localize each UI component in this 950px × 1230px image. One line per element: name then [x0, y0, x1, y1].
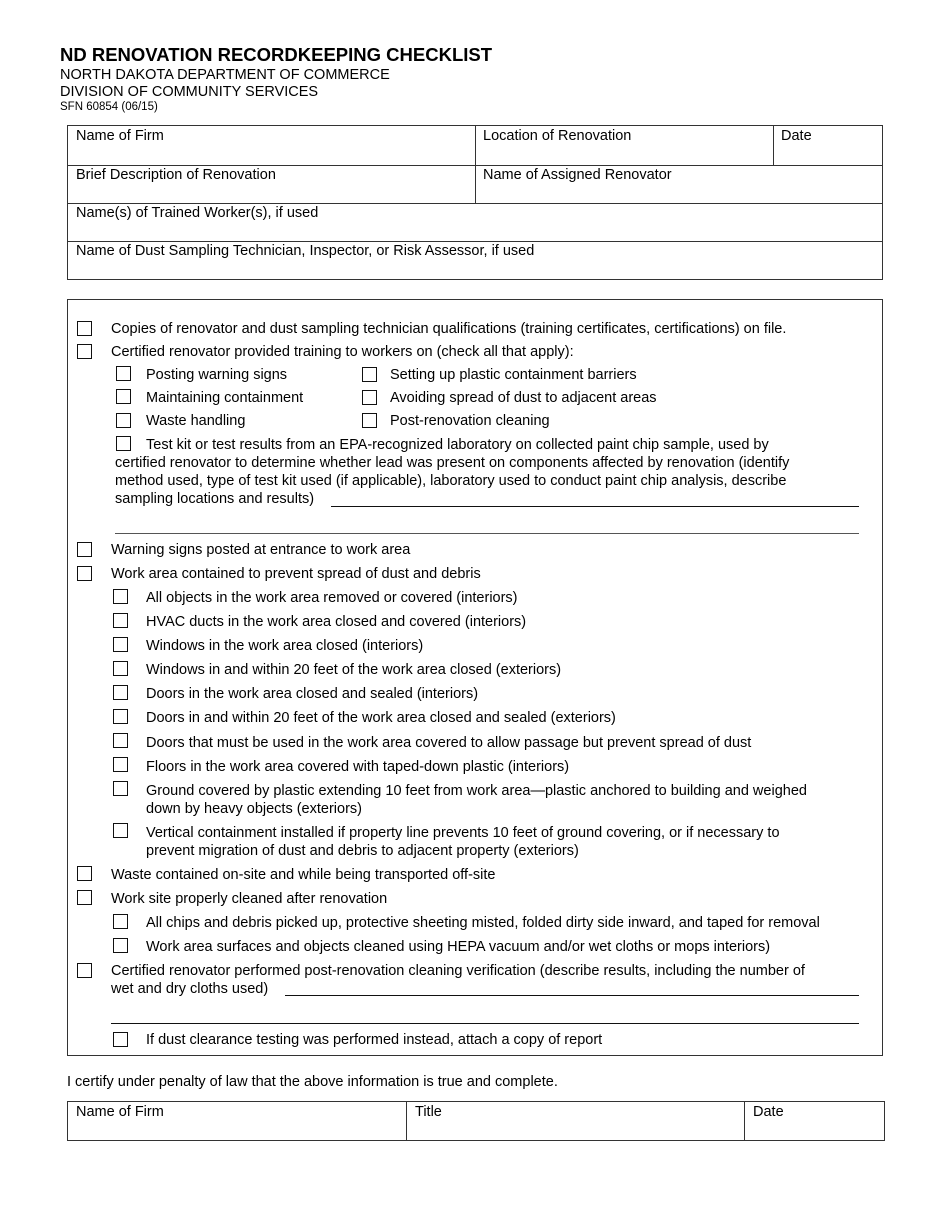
training-checkbox[interactable]	[77, 344, 92, 359]
cleaning-verification-label-line-2: wet and dry cloths used)	[111, 981, 269, 997]
windows-20ft-checkbox[interactable]	[113, 661, 128, 676]
dust-clearance-checkbox[interactable]	[113, 1032, 128, 1047]
dust-clearance-label: If dust clearance testing was performed instead, attach a copy of report	[146, 1032, 603, 1048]
ground-covered-checkbox[interactable]	[113, 781, 128, 796]
doors-sealed-checkbox[interactable]	[113, 685, 128, 700]
training-label: Certified renovator provided training to workers on (check all that apply):	[111, 344, 574, 360]
post-cleaning-checkbox[interactable]	[362, 413, 377, 428]
waste-handling-checkbox[interactable]	[116, 413, 131, 428]
test-kit-label-line-3: method used, type of test kit used (if applicable), laboratory used to conduct paint chip analysis, describe	[115, 473, 787, 489]
test-kit-answer-line-2[interactable]	[115, 533, 859, 534]
post-cleaning-label: Post-renovation cleaning	[390, 413, 550, 429]
waste-handling-label: Waste handling	[146, 413, 246, 429]
hvac-checkbox[interactable]	[113, 613, 128, 628]
floors-checkbox[interactable]	[113, 757, 128, 772]
vertical-containment-checkbox[interactable]	[113, 823, 128, 838]
verification-answer-line-2[interactable]	[111, 1023, 859, 1024]
name-of-firm-field[interactable]: Name of Firm	[76, 128, 164, 144]
doors-passage-label: Doors that must be used in the work area covered to allow passage but prevent spread of dust	[146, 735, 752, 751]
chips-picked-label: All chips and debris picked up, protective sheeting misted, folded dirty side inward, and taped for removal	[146, 915, 820, 931]
work-area-contained-checkbox[interactable]	[77, 566, 92, 581]
vertical-containment-label-line-1: Vertical containment installed if property line prevents 10 feet of ground covering, or if necessary to	[146, 825, 780, 841]
maintaining-containment-label: Maintaining containment	[146, 390, 304, 406]
division-name: DIVISION OF COMMUNITY SERVICES	[60, 84, 319, 100]
warning-signs-checkbox[interactable]	[77, 542, 92, 557]
cert-title-field[interactable]: Title	[415, 1104, 442, 1120]
verification-answer-line[interactable]	[285, 995, 859, 996]
objects-removed-label: All objects in the work area removed or covered (interiors)	[146, 590, 518, 606]
date-field[interactable]: Date	[781, 128, 812, 144]
test-kit-label-line-4: sampling locations and results)	[115, 491, 315, 507]
test-kit-answer-line[interactable]	[331, 506, 859, 507]
test-kit-checkbox[interactable]	[116, 436, 131, 451]
test-kit-label-line-1: Test kit or test results from an EPA-recognized laboratory on collected paint chip sample, used by	[146, 437, 769, 453]
warning-signs-label: Warning signs posted at entrance to work area	[111, 542, 411, 558]
hvac-label: HVAC ducts in the work area closed and covered (interiors)	[146, 614, 527, 630]
posting-signs-label: Posting warning signs	[146, 367, 288, 383]
site-cleaned-checkbox[interactable]	[77, 890, 92, 905]
windows-closed-checkbox[interactable]	[113, 637, 128, 652]
doors-sealed-label: Doors in the work area closed and sealed (interiors)	[146, 686, 479, 702]
avoiding-spread-checkbox[interactable]	[362, 390, 377, 405]
waste-contained-checkbox[interactable]	[77, 866, 92, 881]
doors-20ft-label: Doors in and within 20 feet of the work area closed and sealed (exteriors)	[146, 710, 616, 726]
assigned-renovator-field[interactable]: Name of Assigned Renovator	[483, 167, 672, 183]
floors-label: Floors in the work area covered with taped-down plastic (interiors)	[146, 759, 570, 775]
test-kit-label-line-2: certified renovator to determine whether lead was present on components affected by renovation (identify	[115, 455, 790, 471]
cert-date-field[interactable]: Date	[753, 1104, 784, 1120]
copies-checkbox[interactable]	[77, 321, 92, 336]
objects-removed-checkbox[interactable]	[113, 589, 128, 604]
copies-label: Copies of renovator and dust sampling technician qualifications (training certificates, certifications) on file.	[111, 321, 787, 337]
vertical-containment-label-line-2: prevent migration of dust and debris to adjacent property (exteriors)	[146, 843, 579, 859]
location-field[interactable]: Location of Renovation	[483, 128, 632, 144]
trained-workers-field[interactable]: Name(s) of Trained Worker(s), if used	[76, 205, 319, 221]
chips-picked-checkbox[interactable]	[113, 914, 128, 929]
cleaning-verification-checkbox[interactable]	[77, 963, 92, 978]
work-area-contained-label: Work area contained to prevent spread of dust and debris	[111, 566, 481, 582]
windows-closed-label: Windows in the work area closed (interiors)	[146, 638, 424, 654]
cleaning-verification-label-line-1: Certified renovator performed post-renovation cleaning verification (describe results, including the number of	[111, 963, 805, 979]
surfaces-cleaned-label: Work area surfaces and objects cleaned using HEPA vacuum and/or wet cloths or mops interiors)	[146, 939, 771, 955]
windows-20ft-label: Windows in and within 20 feet of the work area closed (exteriors)	[146, 662, 562, 678]
ground-covered-label-line-1: Ground covered by plastic extending 10 feet from work area—plastic anchored to building and weighed	[146, 783, 807, 799]
certification-statement: I certify under penalty of law that the above information is true and complete.	[67, 1074, 558, 1090]
avoiding-spread-label: Avoiding spread of dust to adjacent areas	[390, 390, 657, 406]
info-table	[67, 125, 883, 280]
form-title: ND RENOVATION RECORDKEEPING CHECKLIST	[60, 44, 493, 65]
doors-20ft-checkbox[interactable]	[113, 709, 128, 724]
posting-signs-checkbox[interactable]	[116, 366, 131, 381]
form-number: SFN 60854 (06/15)	[60, 101, 158, 113]
maintaining-containment-checkbox[interactable]	[116, 389, 131, 404]
description-field[interactable]: Brief Description of Renovation	[76, 167, 276, 183]
certification-table	[67, 1101, 885, 1141]
department-name: NORTH DAKOTA DEPARTMENT OF COMMERCE	[60, 67, 390, 83]
cert-name-of-firm-field[interactable]: Name of Firm	[76, 1104, 164, 1120]
doors-passage-checkbox[interactable]	[113, 733, 128, 748]
waste-contained-label: Waste contained on-site and while being transported off-site	[111, 867, 496, 883]
site-cleaned-label: Work site properly cleaned after renovation	[111, 891, 388, 907]
ground-covered-label-line-2: down by heavy objects (exteriors)	[146, 801, 362, 817]
plastic-barriers-checkbox[interactable]	[362, 367, 377, 382]
plastic-barriers-label: Setting up plastic containment barriers	[390, 367, 637, 383]
surfaces-cleaned-checkbox[interactable]	[113, 938, 128, 953]
dust-technician-field[interactable]: Name of Dust Sampling Technician, Inspector, or Risk Assessor, if used	[76, 243, 535, 259]
